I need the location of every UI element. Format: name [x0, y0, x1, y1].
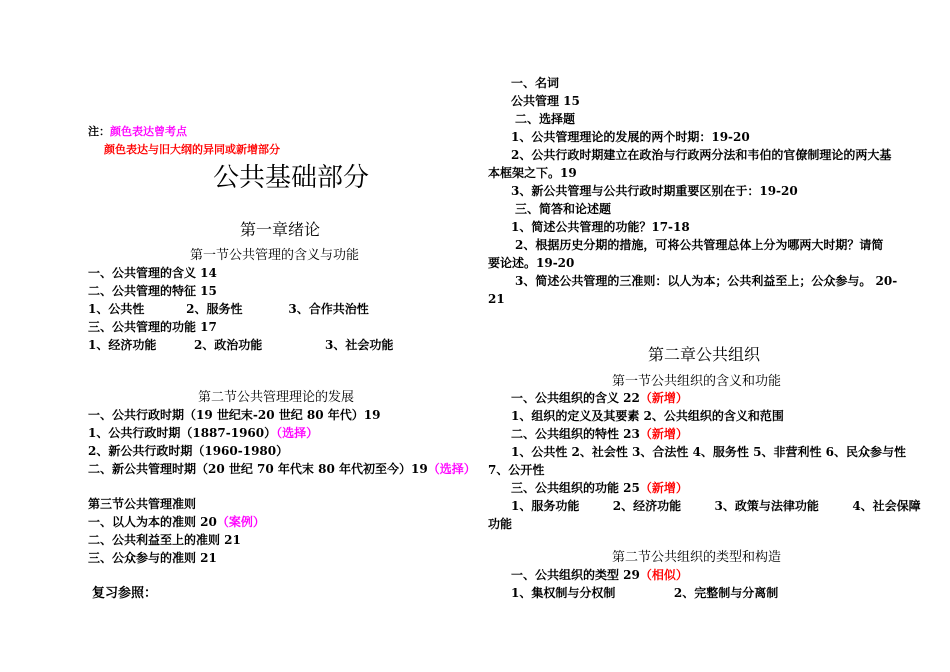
right-line-9: 2、根据历史分期的措施，可将公共管理总体上分为哪两大时期？请简 [515, 238, 884, 252]
c2-line-7 [511, 568, 688, 583]
section-1-title: 第一节公共管理的含义与功能 [190, 248, 360, 263]
c2-line-2: 1、组织的定义及其要素 2、公共组织的含义和范围 [511, 409, 784, 423]
section-3-line-2: 二、公共利益至上的准则 21 [88, 533, 241, 547]
tag-new: （新增） [639, 391, 688, 405]
right-line-7: 三、简答和论述题 [515, 202, 612, 216]
c2-line-3-text: 二、公共组织的特性 23 [511, 427, 640, 441]
c2-line-4b: 7、公开性 [488, 463, 545, 477]
c2-line-5 [511, 481, 688, 496]
c2-line-5-text: 三、公共组织的功能 25 [511, 481, 640, 495]
section-3-line-1-text: 一、以人为本的准则 20 [88, 515, 217, 529]
tag-case: （案例） [216, 515, 265, 529]
right-line-10b: 21 [488, 292, 505, 306]
tag-new: （新增） [639, 481, 688, 495]
section-3-line-3: 三、公众参与的准则 21 [88, 551, 217, 565]
tag-similar: （相似） [639, 568, 688, 582]
section-1-line-4: 三、公共管理的功能 17 [88, 320, 217, 334]
section-2-line-4 [88, 462, 476, 477]
section-3-line-1 [88, 515, 265, 530]
c2-line-1-text: 一、公共组织的含义 22 [511, 391, 640, 405]
tag-choice: （选择） [276, 426, 319, 440]
right-line-3: 二、选择题 [515, 112, 576, 126]
section-2-line-1: 一、公共行政时期（19 世纪末-20 世纪 80 年代）19 [88, 408, 381, 422]
section-2-line-2 [88, 426, 318, 441]
right-line-5: 2、公共行政时期建立在政治与行政两分法和韦伯的官僚制理论的两大基 [511, 148, 892, 162]
section-1-line-1: 一、公共管理的含义 14 [88, 266, 217, 280]
section-3-title: 第三节公共管理准则 [88, 497, 197, 511]
right-line-1: 一、名词 [511, 76, 560, 90]
right-line-5b: 本框架之下。19 [488, 166, 577, 180]
chapter-2-title: 第二章公共组织 [648, 345, 761, 364]
note-magenta-text: 颜色表达曾考点 [110, 125, 187, 138]
right-line-2: 公共管理 15 [511, 94, 580, 108]
c2-line-1 [511, 391, 688, 406]
c2-line-8: 1、集权制与分权制 2、完整制与分离制 [511, 586, 779, 600]
main-title: 公共基础部分 [213, 163, 370, 193]
right-line-8: 1、简述公共管理的功能？17-18 [511, 220, 690, 234]
right-line-4: 1、公共管理理论的发展的两个时期：19-20 [511, 130, 750, 144]
right-line-6: 3、新公共管理与公共行政时期重要区别在于：19-20 [511, 184, 798, 198]
c2-line-3 [511, 427, 688, 442]
section-2-line-3: 2、新公共行政时期（1960-1980） [88, 444, 289, 458]
c2-line-7-text: 一、公共组织的类型 29 [511, 568, 640, 582]
c2-line-6: 1、服务功能 2、经济功能 3、政策与法律功能 4、社会保障 [511, 499, 921, 513]
note-line-1 [88, 125, 187, 139]
review-label: 复习参照： [92, 586, 158, 601]
note-line-2: 颜色表达与旧大纲的异同或新增部分 [104, 143, 280, 156]
chapter-1-title: 第一章绪论 [240, 220, 321, 239]
right-line-9b: 要论述。19-20 [488, 256, 575, 270]
c2-line-4: 1、公共性 2、社会性 3、合法性 4、服务性 5、非营利性 6、民众参与性 [511, 445, 906, 459]
tag-choice: （选择） [427, 462, 476, 476]
section-1-line-3: 1、公共性 2、服务性 3、合作共治性 [88, 302, 369, 316]
section-2-line-2-text: 1、公共行政时期（1887-1960） [88, 426, 277, 440]
section-2-line-4-text: 二、新公共管理时期（20 世纪 70 年代末 80 年代初至今）19 [88, 462, 428, 476]
section-1-line-5: 1、经济功能 2、政治功能 3、社会功能 [88, 338, 394, 352]
section-2-title: 第二节公共管理理论的发展 [198, 390, 355, 405]
section-1-line-2: 二、公共管理的特征 15 [88, 284, 217, 298]
note-label: 注： [88, 125, 110, 138]
right-line-10: 3、简述公共管理的三准则：以人为本；公共利益至上；公众参与。 20- [515, 274, 898, 288]
chapter-2-section-2-title: 第二节公共组织的类型和构造 [612, 550, 782, 565]
c2-line-6b: 功能 [488, 517, 513, 531]
tag-new: （新增） [639, 427, 688, 441]
chapter-2-section-1-title: 第一节公共组织的含义和功能 [612, 374, 782, 389]
